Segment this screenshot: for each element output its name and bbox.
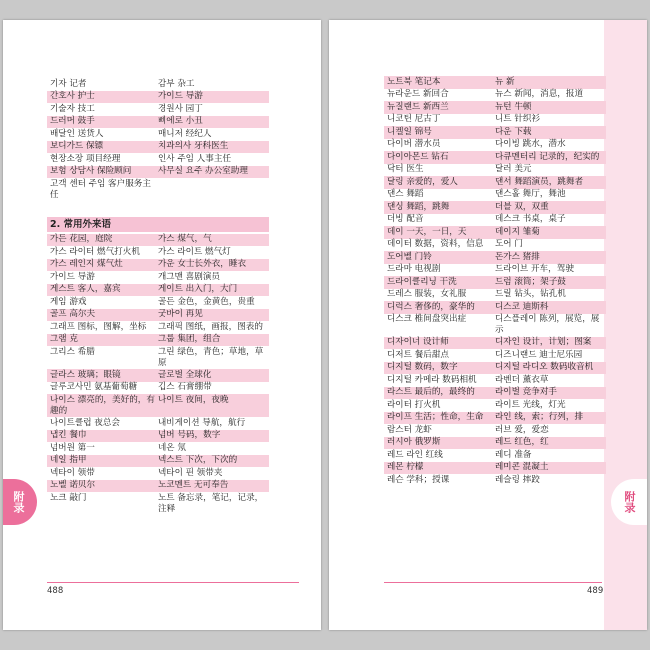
vocab-entry: 골든 金色，金黄色，贵重 bbox=[158, 296, 255, 307]
vocab-entry: 굿바이 再见 bbox=[158, 309, 203, 319]
vocab-entry: 레드 라인 红线 bbox=[387, 449, 443, 460]
vocab-entry: 글로벌 全球化 bbox=[158, 369, 212, 380]
appendix-tab-right: 附录 bbox=[611, 479, 647, 525]
vocab-row bbox=[384, 139, 606, 152]
vocab-entry: 뉴질랜드 新西兰 bbox=[387, 101, 449, 112]
vocab-entry: 내비게이션 导航，航行 bbox=[158, 417, 246, 428]
left-vocab-list bbox=[47, 78, 269, 515]
vocab-entry: 가스 라이터 燃气打火机 bbox=[50, 246, 140, 257]
vocab-entry: 니트 针织衫 bbox=[495, 114, 541, 124]
vocab-entry: 돈가스 猪排 bbox=[495, 251, 540, 262]
vocab-row bbox=[47, 271, 269, 284]
section-title: 2. 常用外来语 bbox=[47, 217, 269, 232]
vocab-entry: 다이빙 跳水，潜水 bbox=[495, 139, 566, 149]
vocab-entry: 치과의사 牙科医生 bbox=[158, 141, 229, 151]
vocab-row bbox=[384, 474, 606, 487]
page-number-right: 489 bbox=[587, 586, 604, 596]
vocab-row bbox=[47, 346, 269, 369]
vocab-entry: 디지털 카메라 数码相机 bbox=[387, 374, 477, 385]
vocab-entry: 댄스 舞蹈 bbox=[387, 189, 424, 199]
vocab-entry: 라인 线，索；行列，排 bbox=[495, 412, 584, 422]
vocab-entry: 디자이너 设计师 bbox=[387, 337, 449, 347]
vocab-row bbox=[47, 178, 269, 201]
vocab-entry: 데이지 雏菊 bbox=[495, 226, 540, 237]
vocab-entry: 댄서 舞蹈演员，跳舞者 bbox=[495, 176, 584, 187]
vocab-entry: 간호사 护士 bbox=[50, 91, 95, 101]
vocab-row bbox=[384, 76, 606, 89]
vocab-entry: 넘버 号码，数字 bbox=[158, 430, 221, 440]
vocab-entry: 그래픽 图纸，画报，图表的 bbox=[158, 321, 263, 332]
vocab-entry: 디스크 椎间盘突出症 bbox=[387, 314, 467, 324]
vocab-row bbox=[47, 78, 269, 91]
vocab-entry: 기술자 技工 bbox=[50, 103, 95, 114]
vocab-entry: 디자인 设计，计划；图案 bbox=[495, 337, 592, 347]
vocab-entry: 라이터 打火机 bbox=[387, 399, 441, 410]
vocab-entry: 게이트 出入门，大门 bbox=[158, 284, 238, 294]
vocab-entry: 가스 레인지 煤气灶 bbox=[50, 259, 123, 269]
vocab-row bbox=[47, 259, 269, 272]
vocab-row bbox=[384, 264, 606, 277]
vocab-entry: 레미콘 混凝土 bbox=[495, 462, 549, 472]
vocab-entry: 가이드 导游 bbox=[50, 271, 95, 282]
vocab-row bbox=[47, 442, 269, 455]
vocab-row bbox=[384, 151, 606, 164]
vocab-entry: 라벤더 薰衣草 bbox=[495, 374, 549, 385]
vocab-entry: 뉴 新 bbox=[495, 76, 515, 87]
vocab-entry bbox=[155, 179, 269, 201]
vocab-row bbox=[47, 430, 269, 443]
vocab-entry: 드릴 钻头，钻孔机 bbox=[495, 289, 566, 299]
vocab-entry: 가이드 导游 bbox=[158, 91, 203, 101]
vocab-row bbox=[47, 284, 269, 297]
vocab-entry: 다이아몬드 钻石 bbox=[387, 151, 449, 162]
vocab-entry: 라이트 光线，灯光 bbox=[495, 399, 566, 410]
vocab-entry: 드라마 电视剧 bbox=[387, 264, 441, 274]
vocab-row bbox=[384, 189, 606, 202]
vocab-entry: 데이 一天，一日，天 bbox=[387, 226, 467, 237]
vocab-entry: 가든 花园，庭院 bbox=[50, 234, 113, 244]
vocab-entry: 라이프 生活；性命，生命 bbox=[387, 412, 484, 422]
vocab-entry: 니켈일 锦号 bbox=[387, 126, 432, 137]
vocab-entry: 달링 亲爱的，爱人 bbox=[387, 176, 458, 187]
vocab-entry: 넘버원 第一 bbox=[50, 442, 95, 453]
vocab-entry: 닥터 医生 bbox=[387, 164, 424, 174]
vocab-row bbox=[47, 141, 269, 154]
vocab-entry: 도어 门 bbox=[495, 239, 523, 249]
vocab-row bbox=[47, 103, 269, 116]
vocab-entry: 다큐멘터리 记录的，纪实的 bbox=[495, 151, 600, 162]
vocab-row bbox=[47, 369, 269, 382]
vocab-row bbox=[47, 128, 269, 141]
footer-line bbox=[384, 582, 602, 583]
vocab-entry: 그리스 希腊 bbox=[50, 346, 95, 357]
vocab-entry: 드레스 服装，女礼服 bbox=[387, 289, 467, 299]
vocab-entry: 데이터 数据，资料，信息 bbox=[387, 239, 484, 249]
vocab-entry: 게스트 客人，嘉宾 bbox=[50, 284, 121, 294]
vocab-entry: 데스크 书桌，桌子 bbox=[495, 214, 566, 224]
vocab-row bbox=[47, 394, 269, 417]
vocab-entry: 가스 라이트 燃气灯 bbox=[158, 246, 231, 257]
vocab-entry: 보험 상담사 保险顾问 bbox=[50, 166, 132, 176]
vocab-entry: 사무실 요주 办公室助理 bbox=[158, 166, 248, 176]
vocab-entry: 넥스트 下次，下次的 bbox=[158, 455, 238, 465]
vocab-row bbox=[384, 164, 606, 177]
vocab-entry: 나이트클럽 夜总会 bbox=[50, 417, 121, 428]
vocab-entry: 디지털 数码，数字 bbox=[387, 362, 458, 372]
vocab-entry: 개그맨 喜剧演员 bbox=[158, 271, 221, 282]
vocab-row bbox=[384, 337, 606, 350]
vocab-entry: 라이벌 竞争对手 bbox=[495, 387, 558, 397]
vocab-row bbox=[47, 334, 269, 347]
vocab-entry: 매니저 经纪人 bbox=[158, 128, 212, 139]
vocab-row bbox=[384, 462, 606, 475]
vocab-entry: 뉴스 新闻，消息，报道 bbox=[495, 89, 584, 99]
vocab-row bbox=[384, 251, 606, 264]
vocab-row bbox=[384, 101, 606, 114]
vocab-entry: 고객 센터 주임 客户服务主任 bbox=[50, 178, 151, 200]
vocab-row bbox=[47, 492, 269, 515]
vocab-entry: 달러 美元 bbox=[495, 164, 532, 174]
vocab-entry: 배달인 送货人 bbox=[50, 128, 104, 139]
vocab-row bbox=[384, 239, 606, 252]
vocab-entry: 그린 绿色，青色；草地，草原 bbox=[158, 346, 264, 368]
vocab-row bbox=[47, 296, 269, 309]
vocab-entry: 다이버 潜水员 bbox=[387, 139, 441, 149]
footer-line bbox=[47, 582, 299, 583]
vocab-entry: 디지털 라디오 数码收音机 bbox=[495, 362, 594, 372]
vocab-entry: 디스코 迪斯科 bbox=[495, 301, 549, 312]
vocab-row bbox=[47, 166, 269, 179]
vocab-row bbox=[47, 417, 269, 430]
vocab-row bbox=[384, 89, 606, 102]
vocab-entry: 넥타이 领带 bbox=[50, 467, 95, 478]
vocab-entry: 네온 氖 bbox=[158, 442, 186, 453]
vocab-row bbox=[384, 301, 606, 314]
vocab-entry: 노트 备忘录，笔记，记录，注释 bbox=[158, 492, 264, 514]
vocab-row bbox=[47, 246, 269, 259]
vocab-entry: 노트북 笔记本 bbox=[387, 76, 441, 87]
vocab-entry: 레몬 柠檬 bbox=[387, 462, 424, 472]
vocab-entry: 게임 游戏 bbox=[50, 296, 87, 307]
vocab-entry: 노크 敲门 bbox=[50, 492, 87, 503]
vocab-entry: 드럼 滚筒；架子鼓 bbox=[495, 276, 566, 287]
vocab-entry: 골프 高尔夫 bbox=[50, 309, 96, 319]
vocab-entry: 드러머 鼓手 bbox=[50, 116, 95, 126]
vocab-entry: 니코틴 尼古丁 bbox=[387, 114, 441, 124]
vocab-entry: 레슬링 摔跤 bbox=[495, 474, 540, 485]
vocab-entry: 노코멘트 无可奉告 bbox=[158, 480, 229, 490]
section-gap bbox=[47, 201, 269, 215]
vocab-row bbox=[384, 437, 606, 450]
vocab-entry: 가운 女士长外衣，睡衣 bbox=[158, 259, 247, 269]
vocab-row bbox=[384, 214, 606, 227]
vocab-entry: 더빙 配音 bbox=[387, 214, 424, 224]
vocab-row bbox=[47, 321, 269, 334]
vocab-entry: 냅킨 餐巾 bbox=[50, 430, 87, 440]
vocab-entry: 나이트 夜间，夜晚 bbox=[158, 394, 229, 405]
vocab-entry: 인사 주임 人事主任 bbox=[158, 153, 232, 164]
vocab-row bbox=[384, 412, 606, 425]
vocab-entry: 뉴라운드 新回合 bbox=[387, 89, 449, 99]
vocab-row bbox=[47, 116, 269, 129]
appendix-tab-left: 附录 bbox=[3, 479, 37, 525]
vocab-entry: 노벨 诺贝尔 bbox=[50, 480, 96, 490]
vocab-entry: 디저트 餐后甜点 bbox=[387, 349, 450, 360]
vocab-row bbox=[47, 467, 269, 480]
vocab-entry: 깁스 石膏绷带 bbox=[158, 382, 212, 392]
vocab-entry: 그램 克 bbox=[50, 334, 78, 344]
vocab-entry: 가스 煤气，气 bbox=[158, 234, 212, 244]
vocab-row bbox=[384, 374, 606, 387]
vocab-row bbox=[384, 176, 606, 189]
vocab-entry: 그룹 集团，组合 bbox=[158, 334, 221, 344]
vocab-entry: 람스터 龙虾 bbox=[387, 424, 432, 435]
vocab-entry: 라스트 最后的，最终的 bbox=[387, 387, 475, 397]
vocab-entry: 러시아 俄罗斯 bbox=[387, 437, 441, 447]
vocab-entry: 현장소장 项目经理 bbox=[50, 153, 121, 164]
vocab-entry: 디스플레이 陈列，展览，展示 bbox=[495, 314, 600, 335]
vocab-row bbox=[47, 455, 269, 468]
vocab-row bbox=[384, 399, 606, 412]
vocab-row bbox=[47, 480, 269, 493]
vocab-row bbox=[384, 201, 606, 214]
vocab-entry: 다운 下载 bbox=[495, 126, 532, 137]
vocab-entry: 뉴턴 牛顿 bbox=[495, 101, 532, 112]
vocab-row bbox=[47, 309, 269, 322]
vocab-entry: 글라스 玻璃；眼镜 bbox=[50, 369, 121, 380]
vocab-entry: 댄스홀 舞厅，舞池 bbox=[495, 189, 566, 199]
vocab-entry: 레디 准备 bbox=[495, 449, 532, 460]
right-vocab-list bbox=[384, 76, 606, 487]
page-number-left: 488 bbox=[47, 586, 64, 596]
vocab-row bbox=[384, 126, 606, 139]
vocab-row bbox=[47, 382, 269, 395]
vocab-entry: 나이스 漂亮的，美好的，有趣的 bbox=[50, 394, 155, 416]
vocab-entry: 더블 双，双重 bbox=[495, 201, 549, 212]
vocab-row bbox=[384, 449, 606, 462]
vocab-row bbox=[384, 226, 606, 239]
vocab-entry: 디즈니랜드 迪士尼乐园 bbox=[495, 349, 583, 360]
vocab-row bbox=[47, 153, 269, 166]
vocab-row bbox=[47, 234, 269, 247]
right-page bbox=[329, 20, 647, 630]
vocab-row bbox=[384, 362, 606, 375]
vocab-entry: 넥타이 핀 领带夹 bbox=[158, 467, 223, 478]
vocab-entry: 글루코사민 氨基葡萄糖 bbox=[50, 382, 138, 392]
vocab-entry: 러브 爱，爱恋 bbox=[495, 424, 549, 435]
vocab-row bbox=[384, 276, 606, 289]
vocab-row bbox=[384, 349, 606, 362]
margin-strip bbox=[604, 20, 647, 630]
vocab-entry: 레슨 学科；授课 bbox=[387, 474, 450, 485]
vocab-entry: 그래프 图标，图解，坐标 bbox=[50, 321, 147, 332]
vocab-row bbox=[384, 314, 606, 337]
vocab-entry: 드라이클리닝 干洗 bbox=[387, 276, 457, 287]
vocab-entry: 디럭스 奢侈的，豪华的 bbox=[387, 301, 475, 312]
vocab-entry: 기자 记者 bbox=[50, 78, 87, 89]
vocab-row bbox=[384, 289, 606, 302]
left-page bbox=[3, 20, 321, 630]
vocab-row bbox=[384, 424, 606, 437]
vocab-entry: 레드 红色，红 bbox=[495, 437, 549, 447]
vocab-entry: 경원사 园丁 bbox=[158, 103, 203, 114]
vocab-entry: 도어벨 门铃 bbox=[387, 251, 432, 262]
vocab-row bbox=[47, 91, 269, 104]
vocab-entry: 드라이브 开车，驾驶 bbox=[495, 264, 574, 274]
vocab-entry: 감부 杂工 bbox=[158, 78, 195, 89]
vocab-entry: 보디가드 保镖 bbox=[50, 141, 104, 151]
vocab-entry: 네일 指甲 bbox=[50, 455, 87, 465]
vocab-entry: 삐에로 小丑 bbox=[158, 116, 203, 126]
vocab-row bbox=[384, 387, 606, 400]
vocab-entry: 댄싱 舞蹈，跳舞 bbox=[387, 201, 450, 212]
vocab-row bbox=[384, 114, 606, 127]
